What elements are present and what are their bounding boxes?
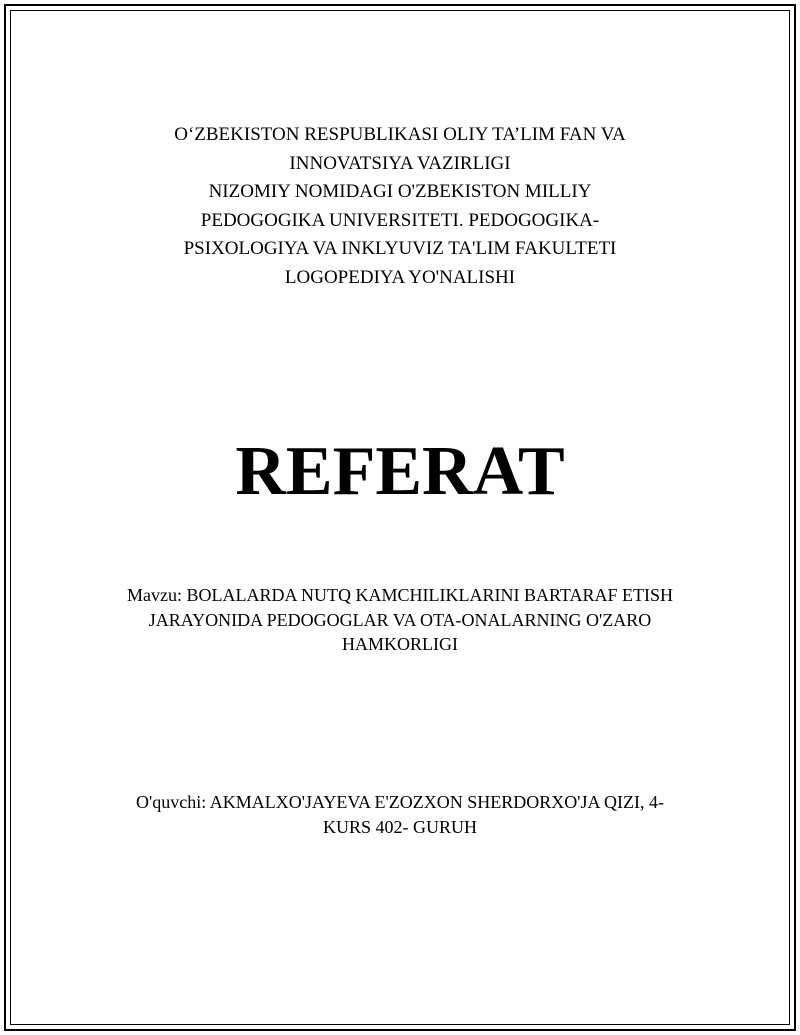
document-title: REFERAT: [235, 433, 565, 510]
institution-header: [0, 121, 800, 292]
student-line: KURS 402- GURUH: [322, 816, 477, 837]
topic-line: JARAYONIDA PEDOGOGLAR VA OTA-ONALARNING O'ZARO: [148, 609, 652, 630]
topic-line: HAMKORLIGI: [342, 634, 458, 654]
topic-line: Mavzu: BOLALARDA NUTQ KAMCHILIKLARINI BARTARAF ETISH: [127, 585, 673, 605]
header-line: NIZOMIY NOMIDAGI O'ZBEKISTON MILLIY: [208, 181, 592, 202]
header-line: INNOVATSIYA VAZIRLIGI: [289, 152, 511, 174]
student-line: O'quvchi: AKMALXO'JAYEVA E'ZOZXON SHERDORXO'JA QIZI, 4-: [136, 792, 664, 812]
topic-block: [0, 583, 800, 657]
student-block: [0, 790, 800, 839]
header-line: O‘ZBEKISTON RESPUBLIKASI OLIY TA’LIM FAN VA: [174, 124, 626, 145]
header-line: PSIXOLOGIYA VA INKLYUVIZ TA'LIM FAKULTETI: [183, 238, 617, 259]
header-line: PEDOGOGIKA UNIVERSITETI. PEDOGOGIKA-: [200, 209, 600, 231]
header-line: LOGOPEDIYA YO'NALISHI: [284, 266, 516, 288]
